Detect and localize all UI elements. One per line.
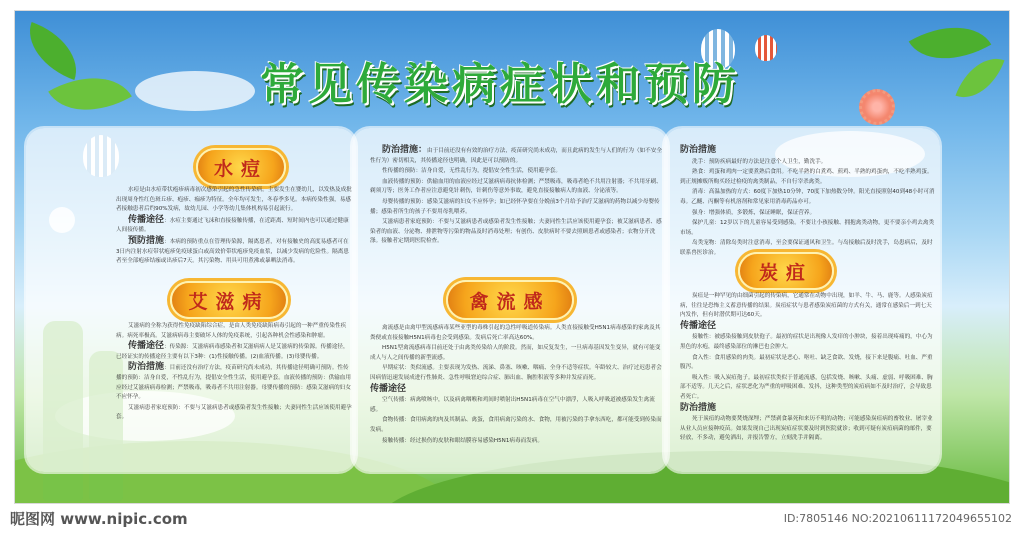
leaf [955,49,1004,108]
watermark-strip [0,504,1024,533]
qinliugan-p8: 食物传播：食用病禽的肉及其制品、禽蛋，食用病禽污染的水、食物，用被污染的手拿东西吃，都可能受到传染而发病。 [370,417,662,433]
tanju-p7: 接触性：被感染接触到皮肤孢子。最初的症状是出现像人发痒的小肿块，接着出现疼痛的，中心为黑色的水疱，最终感染部位的淋巴也会肿大。 [680,334,933,350]
tanju-text [680,292,936,445]
qinliugan-intro: 禽流感是由禽甲型流感病毒某些亚型的毒株引起的急性呼吸道传染病。人类直接接触受H5N1病毒感染的家禽及其粪便或直接接触H5N1病毒也会受到感染。发病后死亡率高达60%。 [370,325,661,341]
mid-p5: 艾滋病患者家庭预防：不要与艾滋病患者或感染者发生性接触；夫妻同性生活应该使用避孕套；被艾滋病患者、感染者的血液、分泌物、排泄物等污染的物品及时消毒处理；有创伤、皮肤病时不要去照顾患者或感染者；衣物分开洗涤。接触者定期到医院检查。 [370,219,662,245]
tanju-route-label: 传播途径 [680,320,717,331]
mid-p2: 性传播的预防：洁身自爱，无性乱行为，提倡安全性生活，使用避孕套。 [382,168,562,175]
right-p4: 强身：增强体质，多锻炼，保证睡眠，保证营养。 [692,209,816,216]
shuidou-text [116,186,352,268]
mid-prevent: 由于目前还没有有效的治疗方法，疫苗研究尚未成功，而且此病的发生与人们的行为（如不安全性行为）密切相关，其传播途径也明确，因此是可以预防的。 [370,148,662,164]
right-p2: 熟食：鸡蛋和鸡肉一定要煮熟后食用。不吃半熟的白煮鸡、煎鸡、半熟的鸡蛋肉，不吃半熟鸡蛋。到正规摊贩所购买经过检疫的禽类制品，不自行宰杀禽类。 [680,169,933,185]
qinliugan-route: 空气传播：病禽喷咳中，以及病禽咽喉和鸡间时喷射出H5N1病毒在空气中漂浮，人吸入呼吸道被感染发生禽流感。 [370,397,655,413]
shuidou-route-label: 传播途径 [128,214,165,225]
tanju-prevent-label: 防治措施 [680,402,717,413]
shuidou-prevent: ：本病的预防重点在管理传染源，隔离患者，对有接触史的高度易感者可在3日内注射水痘带状疱疹免疫球蛋白或高效价带状疱疹免疫血浆，以减少发病的危险性。隔离患者至全部疱疹结痂或出疹后7天。其污染物、用具可用煮沸或暴晒法消毒。 [116,238,349,265]
aizi-route-label: 传播途径 [128,341,165,352]
watermark-left: 昵图网 www.nipic.com [10,510,188,528]
tanju-p9: 吸入性：吸入炭疽孢子。最初症状类似于普通流感，包括发烧、咳嗽、头痛、虚弱、呼吸困难、胸部不适等。几天之后，症状恶化为严重的呼吸困难、发抖，这种类型的炭疽病如不及时治疗，会导致患者死亡。 [680,374,933,400]
tanju-p8: 食入性：食用感染的肉类。最初症状是恶心、呕吐、缺乏食欲、发烧，接下来是腹痛、吐血、严重腹泻。 [680,354,933,371]
right-p6: 岛类宠物：清除岛类时注意消毒，至会要保证通风和卫生。与岛接触后及时洗手，岛患病后，及时联系兽医诊治。 [680,240,933,256]
right-prevent-label: 防治措施 [680,145,717,155]
watermark-right: ID:7805146 NO:20210611172049655102 [783,512,1012,525]
qinliugan-p7: 早期症状：类似流感。主要表现为发热、流涕、鼻塞、咳嗽、咽痛、全身不适等症状。年龄较大、治疗过迟患者会因病情迅速发展成进行性肺炎、急性呼吸窘迫综合症、肺出血、胸腔积液等多种并发症而死。 [370,365,662,381]
badge-aizi: 艾滋病 [170,281,288,319]
mid-p4: 母婴传播的预防：感染艾滋病的妇女不应怀孕；如已经怀孕要在分娩前3个月给予治疗艾滋病的药物以减少母婴传播；感染者所生的孩子不要用母乳喂养。 [370,198,660,215]
right-p3: 消毒：高温加热的方式：60度下加热10分钟，70度下加热数分钟。阳光直接照射40到48小时可消毒。乙醚、丙酮等有机溶剂和常见家用消毒药品亦可。 [680,189,935,205]
aizi-prevent-label: 防治措施 [128,362,165,373]
badge-qinliugan: 禽流感 [446,280,574,320]
badge-shuidou: 水痘 [196,148,286,186]
qinliugan-text [370,324,662,447]
right-upper-text [680,146,936,260]
shuidou-intro: 水痘是由水痘带状疱疹病毒初次感染引起的急性传染病。主要发生在婴幼儿，以发热及成批出现周身性红色斑丘疹、疱疹、痂疹为特征。全年均可发生，冬春季多见。本病传染性强，易感者接触患者后约90%发病，故幼儿园、小学等幼儿集体机构易引起流行。 [116,187,352,213]
tanju-p10: 死于炭疽的动物要焚烧深埋；严禁剥食暴死和来历不明的动物；可能感染炭疽病的畜牧业、屠宰业从业人员应接种疫苗。如果发现自己出现炭疽症状要及时到医院就诊；收到可疑有炭疽病菌的邮件，要轻放，不多动，避免洒出，并报告警方，立刻洗手并隔离。 [680,416,933,442]
leaf [18,22,88,80]
mid-prevent-label: 防治措施： [382,145,428,155]
tanju-intro: 炭疽是一种罕见的由细菌引起的传染病，它通常在动物中出现，如羊、牛、马、鹿等。人感染炭疽病，往往是恐怖主义蓄意传播的结果。炭疽症状与患者感染炭疽菌的方式有关，通常在感染后一到七天内发作，但有时潜伏期可达60天。 [680,293,933,319]
aizi-intro: 艾滋病的全称为获得性免疫缺陷综合症，是由人类免疫缺陷病毒引起的一种严重传染性疾病。病死率极高。艾滋病病毒主要破坏人体的免疫系统，引起各种机会性感染和肿瘤。 [116,323,347,339]
middle-upper-text [370,146,662,248]
mid-p3: 血液传播的预防：供输血用的血液应经过艾滋病病毒抗体检测；严禁吸毒，吸毒者绝不共用注射器；不共用牙刷、剃须刀等；医务工作者应注意避免针刺伤，针刺伤等意外事故，避免直接接触病人的血液、分泌液等。 [370,178,662,195]
qinliugan-route-label: 传播途径 [370,383,407,394]
aizi-extra: 艾滋病患者家庭预防：不要与艾滋病患者或感染者发生性接触；夫妻同性生活应该使用避孕套。 [116,404,352,421]
shuidou-route: ：水痘主要通过飞沫和直接接触传播，在近距离、短时间内也可以通过健康人间接传播。 [116,217,349,234]
aizi-text [116,322,352,424]
shuidou-prevent-label: 预防措施 [128,235,165,246]
virus-icon [859,89,895,125]
aizi-route: ：传染源：艾滋病病毒感染者和艾滋病病人是艾滋病的传染源。传播途径，已经证实的传播途径主要有以下3种：(1)性接触传播。(2)血液传播。(3)母婴传播。 [116,344,349,360]
page-title: 常见传染病症状和预防 [260,59,740,110]
qinliugan-p6: H5N1型禽流感病毒目前还处于由禽类传染给人的阶段。然而，如反复发生，一旦病毒基因发生变异，就有可能变成人与人之间传播的新型流感。 [370,345,661,361]
aizi-prevent: ：目前还没有治疗方法，疫苗研究尚未成功，其传播途径明确可预防。性传播的预防：洁身自爱，不性乱行为，提倡安全性生活，使用避孕套。血液传播的预防：供输血用应经过艾滋病病毒检测；严禁吸毒，吸毒者不共用注射器。母婴传播的预防：感染艾滋病的妇女不应怀孕。 [116,365,351,401]
right-p1: 洗手：预防疾病最好的方法是注意个人卫生，勤洗手。 [692,158,827,165]
badge-tanju: 炭疽 [738,252,834,290]
qinliugan-p9: 接触传播：经过损伤的皮肤和眼结膜容易感染H5N1病毒而发病。 [382,437,543,444]
right-p5: 保护儿童：12岁以下的儿童容易受到感染。不要让小孩接触、拥抱禽类动物，更不要亲小鸡去禽类市场。 [680,220,935,236]
